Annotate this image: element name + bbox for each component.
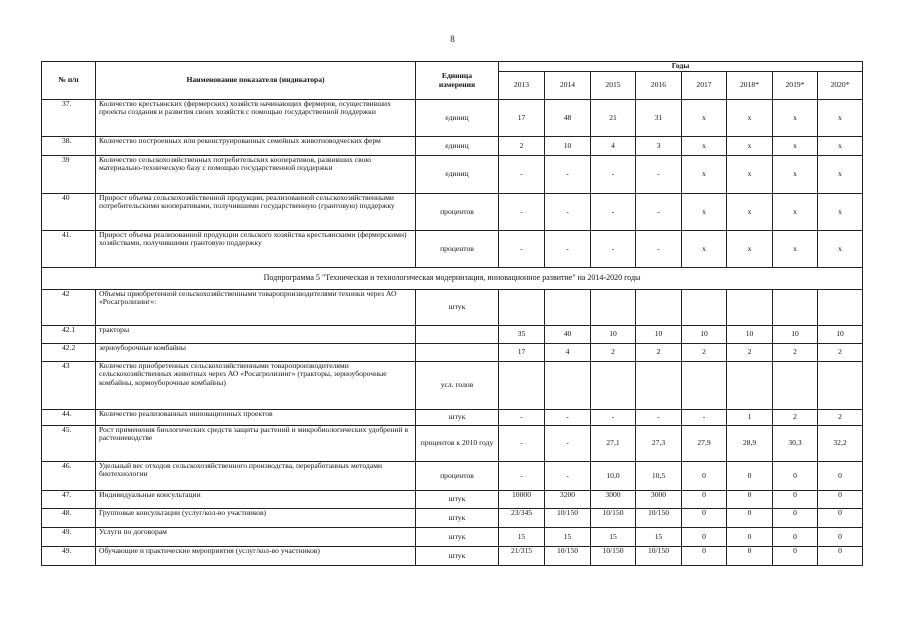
value-cell: 10 — [818, 326, 863, 344]
row-number: 49. — [42, 547, 96, 566]
year-header: 2018* — [727, 72, 773, 100]
table-header — [42, 62, 863, 100]
value-cell: 2 — [591, 344, 636, 362]
value-cell: 0 — [682, 462, 727, 491]
unit-cell: процентов — [416, 231, 499, 268]
indicator-name: Количество крестьянских (фермерских) хозяйств начинающих фермеров, осуществивших проекты создания и развития своих хозяйств с помощью государственной поддержки — [96, 100, 416, 137]
col-header-num: № п/п — [42, 62, 96, 100]
value-cell: x — [773, 194, 818, 231]
row-number: 39 — [42, 156, 96, 194]
value-cell: 10 — [545, 137, 591, 156]
value-cell: x — [727, 156, 773, 194]
value-cell: 0 — [727, 462, 773, 491]
value-cell: - — [545, 462, 591, 491]
table-row — [42, 509, 863, 528]
row-number: 48. — [42, 509, 96, 528]
value-cell: 0 — [773, 547, 818, 566]
value-cell: 0 — [727, 528, 773, 547]
unit-cell — [416, 344, 499, 362]
unit-cell: единиц — [416, 156, 499, 194]
table-row — [42, 528, 863, 547]
year-header: 2016 — [636, 72, 682, 100]
table-row — [42, 426, 863, 462]
table-body — [42, 100, 863, 566]
unit-cell: процентов — [416, 462, 499, 491]
value-cell: 10000 — [499, 491, 545, 509]
value-cell: 10 — [636, 326, 682, 344]
unit-cell: единиц — [416, 100, 499, 137]
value-cell: 0 — [818, 528, 863, 547]
table-row — [42, 344, 863, 362]
value-cell: 3200 — [545, 491, 591, 509]
table-row — [42, 362, 863, 410]
value-cell — [636, 290, 682, 326]
row-number: 37. — [42, 100, 96, 137]
indicator-name: тракторы — [96, 326, 416, 344]
value-cell: - — [636, 194, 682, 231]
value-cell: - — [499, 231, 545, 268]
value-cell: 27,9 — [682, 426, 727, 462]
col-header-unit — [416, 62, 499, 100]
subprogram-title: Подпрограмма 5 "Техническая и технологическая модернизация, инновационное развитие" на 2014-2020 годы — [42, 268, 863, 290]
indicator-name: Количество приобретенных сельскохозяйственными товаропроизводителями сельскохозяйственных животных через АО «Росагролизинг» (тракторы, зерноуборочные комбайны, кормоуборочные комбайны) — [96, 362, 416, 410]
value-cell: 10 — [727, 326, 773, 344]
row-number: 42.1 — [42, 326, 96, 344]
value-cell: 0 — [773, 528, 818, 547]
value-cell — [499, 290, 545, 326]
value-cell: 0 — [773, 462, 818, 491]
row-number: 45. — [42, 426, 96, 462]
value-cell: 10/150 — [636, 547, 682, 566]
row-number: 41. — [42, 231, 96, 268]
value-cell: x — [682, 194, 727, 231]
value-cell: 0 — [682, 547, 727, 566]
value-cell — [545, 362, 591, 410]
value-cell: 10/150 — [591, 547, 636, 566]
value-cell: 2 — [818, 344, 863, 362]
value-cell: 32,2 — [818, 426, 863, 462]
value-cell: 0 — [727, 509, 773, 528]
value-cell: - — [545, 156, 591, 194]
subprogram-row — [42, 268, 863, 290]
value-cell — [545, 290, 591, 326]
value-cell: 0 — [818, 509, 863, 528]
value-cell: 30,3 — [773, 426, 818, 462]
value-cell: 10/150 — [545, 547, 591, 566]
value-cell: 28,9 — [727, 426, 773, 462]
value-cell — [773, 290, 818, 326]
row-number: 44. — [42, 410, 96, 426]
value-cell: 1 — [727, 410, 773, 426]
value-cell: - — [591, 156, 636, 194]
value-cell: 21 — [591, 100, 636, 137]
table-row — [42, 326, 863, 344]
value-cell: 15 — [499, 528, 545, 547]
value-cell: 15 — [636, 528, 682, 547]
value-cell: 10/150 — [636, 509, 682, 528]
value-cell — [682, 362, 727, 410]
unit-cell: штук — [416, 410, 499, 426]
year-header: 2017 — [682, 72, 727, 100]
value-cell — [499, 362, 545, 410]
value-cell: - — [591, 194, 636, 231]
value-cell: 3000 — [636, 491, 682, 509]
value-cell: - — [545, 194, 591, 231]
year-header: 2020* — [818, 72, 863, 100]
value-cell: x — [773, 137, 818, 156]
value-cell — [682, 290, 727, 326]
value-cell: 31 — [636, 100, 682, 137]
row-number: 42 — [42, 290, 96, 326]
value-cell: - — [499, 462, 545, 491]
row-number: 46. — [42, 462, 96, 491]
value-cell: 10 — [591, 326, 636, 344]
table-row — [42, 100, 863, 137]
row-number: 38. — [42, 137, 96, 156]
value-cell: 15 — [591, 528, 636, 547]
value-cell: 10/150 — [545, 509, 591, 528]
value-cell: 27,3 — [636, 426, 682, 462]
value-cell: - — [499, 426, 545, 462]
value-cell: 10,5 — [636, 462, 682, 491]
value-cell: - — [636, 231, 682, 268]
value-cell: 10 — [773, 326, 818, 344]
table-row — [42, 410, 863, 426]
indicator-name: Количество сельскохозяйственных потребительских кооперативов, развивших свою материально-техническую базу с помощью государственной поддержки — [96, 156, 416, 194]
row-number: 49. — [42, 528, 96, 547]
value-cell: - — [499, 194, 545, 231]
unit-cell: процентов — [416, 194, 499, 231]
value-cell — [773, 362, 818, 410]
value-cell: x — [818, 194, 863, 231]
indicator-name: Количество реализованных инновационных проектов — [96, 410, 416, 426]
value-cell: x — [682, 156, 727, 194]
indicators-table — [41, 61, 863, 566]
value-cell — [591, 290, 636, 326]
value-cell — [727, 362, 773, 410]
unit-header-line2: измерения — [438, 79, 476, 89]
unit-cell: усл. голов — [416, 362, 499, 410]
value-cell: 17 — [499, 344, 545, 362]
indicator-name: Прирост объема реализованной продукции сельского хозяйства крестьянскими (фермерскими) хозяйствами, получившими грантовую поддержку — [96, 231, 416, 268]
value-cell: x — [818, 100, 863, 137]
value-cell — [727, 290, 773, 326]
indicator-name: Рост применения биологических средств защиты растений и микробиологических удобрений в растениеводстве — [96, 426, 416, 462]
value-cell: - — [545, 426, 591, 462]
value-cell: 2 — [636, 344, 682, 362]
col-header-years: Годы — [499, 62, 863, 72]
value-cell: 2 — [773, 344, 818, 362]
table-row — [42, 231, 863, 268]
value-cell: 0 — [818, 462, 863, 491]
value-cell: - — [636, 156, 682, 194]
unit-cell: штук — [416, 509, 499, 528]
value-cell — [591, 362, 636, 410]
value-cell: x — [682, 137, 727, 156]
value-cell: 27,1 — [591, 426, 636, 462]
value-cell: 3000 — [591, 491, 636, 509]
value-cell: 2 — [818, 410, 863, 426]
value-cell: x — [727, 100, 773, 137]
page-number: 8 — [450, 34, 455, 44]
value-cell: 10,0 — [591, 462, 636, 491]
value-cell: 0 — [727, 491, 773, 509]
value-cell: 10 — [682, 326, 727, 344]
value-cell: 0 — [773, 509, 818, 528]
value-cell: 0 — [682, 509, 727, 528]
table-row — [42, 491, 863, 509]
value-cell: x — [727, 194, 773, 231]
value-cell: 0 — [727, 547, 773, 566]
value-cell — [636, 362, 682, 410]
value-cell: - — [636, 410, 682, 426]
value-cell: x — [773, 156, 818, 194]
table-row — [42, 156, 863, 194]
indicator-name: Прирост объема сельскохозяйственной продукции, реализованной сельскохозяйственными потребительскими кооперативами, получившими государственную (грантовую) поддержку — [96, 194, 416, 231]
value-cell: 21/315 — [499, 547, 545, 566]
unit-cell: штук — [416, 491, 499, 509]
value-cell: 4 — [545, 344, 591, 362]
table-row — [42, 547, 863, 566]
value-cell: 4 — [591, 137, 636, 156]
value-cell: - — [682, 410, 727, 426]
value-cell: 2 — [727, 344, 773, 362]
indicator-name: Количество построенных или реконструированных семейных животноводческих ферм — [96, 137, 416, 156]
value-cell — [818, 290, 863, 326]
value-cell: - — [591, 231, 636, 268]
indicator-name: Обучающие и практические мероприятия (услуг/кол-во участников) — [96, 547, 416, 566]
value-cell: - — [591, 410, 636, 426]
table-row — [42, 290, 863, 326]
value-cell: 0 — [682, 491, 727, 509]
value-cell: x — [682, 231, 727, 268]
value-cell: 0 — [682, 528, 727, 547]
table-row — [42, 137, 863, 156]
value-cell: 2 — [499, 137, 545, 156]
year-header: 2014 — [545, 72, 591, 100]
table-row — [42, 194, 863, 231]
value-cell: 10/150 — [591, 509, 636, 528]
value-cell: 0 — [773, 491, 818, 509]
value-cell: 17 — [499, 100, 545, 137]
year-header: 2019* — [773, 72, 818, 100]
row-number: 40 — [42, 194, 96, 231]
table-row — [42, 462, 863, 491]
value-cell: 3 — [636, 137, 682, 156]
value-cell: 0 — [818, 547, 863, 566]
value-cell: x — [727, 231, 773, 268]
value-cell: - — [499, 156, 545, 194]
unit-cell: штук — [416, 290, 499, 326]
value-cell: 2 — [682, 344, 727, 362]
year-header: 2013 — [499, 72, 545, 100]
value-cell: - — [499, 410, 545, 426]
value-cell: x — [682, 100, 727, 137]
value-cell: x — [727, 137, 773, 156]
value-cell: x — [818, 231, 863, 268]
value-cell: 48 — [545, 100, 591, 137]
value-cell: x — [818, 156, 863, 194]
value-cell: x — [773, 100, 818, 137]
col-header-name: Наименование показателя (индикатора) — [96, 62, 416, 100]
indicator-name: Групповые консультации (услуг/кол-во участников) — [96, 509, 416, 528]
value-cell: x — [773, 231, 818, 268]
value-cell: - — [545, 231, 591, 268]
indicator-name: Удельный вес отходов сельскохозяйственного производства, переработанных методами биотехнологии — [96, 462, 416, 491]
value-cell: 2 — [773, 410, 818, 426]
row-number: 47. — [42, 491, 96, 509]
indicator-name: Индивидуальные консультации — [96, 491, 416, 509]
row-number: 42.2 — [42, 344, 96, 362]
indicator-name: зерноуборочные комбайны — [96, 344, 416, 362]
year-header: 2015 — [591, 72, 636, 100]
indicator-name: Объемы приобретенной сельскохозяйственными товаропроизводителями техники через АО «Росагролизинг»: — [96, 290, 416, 326]
unit-cell: штук — [416, 528, 499, 547]
unit-cell: единиц — [416, 137, 499, 156]
value-cell: 0 — [818, 491, 863, 509]
value-cell: 40 — [545, 326, 591, 344]
value-cell: - — [545, 410, 591, 426]
unit-cell — [416, 326, 499, 344]
value-cell: 15 — [545, 528, 591, 547]
value-cell — [818, 362, 863, 410]
unit-header-line1: Единица — [441, 71, 473, 81]
unit-cell: процентов к 2010 году — [416, 426, 499, 462]
row-number: 43 — [42, 362, 96, 410]
value-cell: 23/345 — [499, 509, 545, 528]
value-cell: 35 — [499, 326, 545, 344]
unit-cell: штук — [416, 547, 499, 566]
value-cell: x — [818, 137, 863, 156]
indicator-name: Услуги по договорам — [96, 528, 416, 547]
